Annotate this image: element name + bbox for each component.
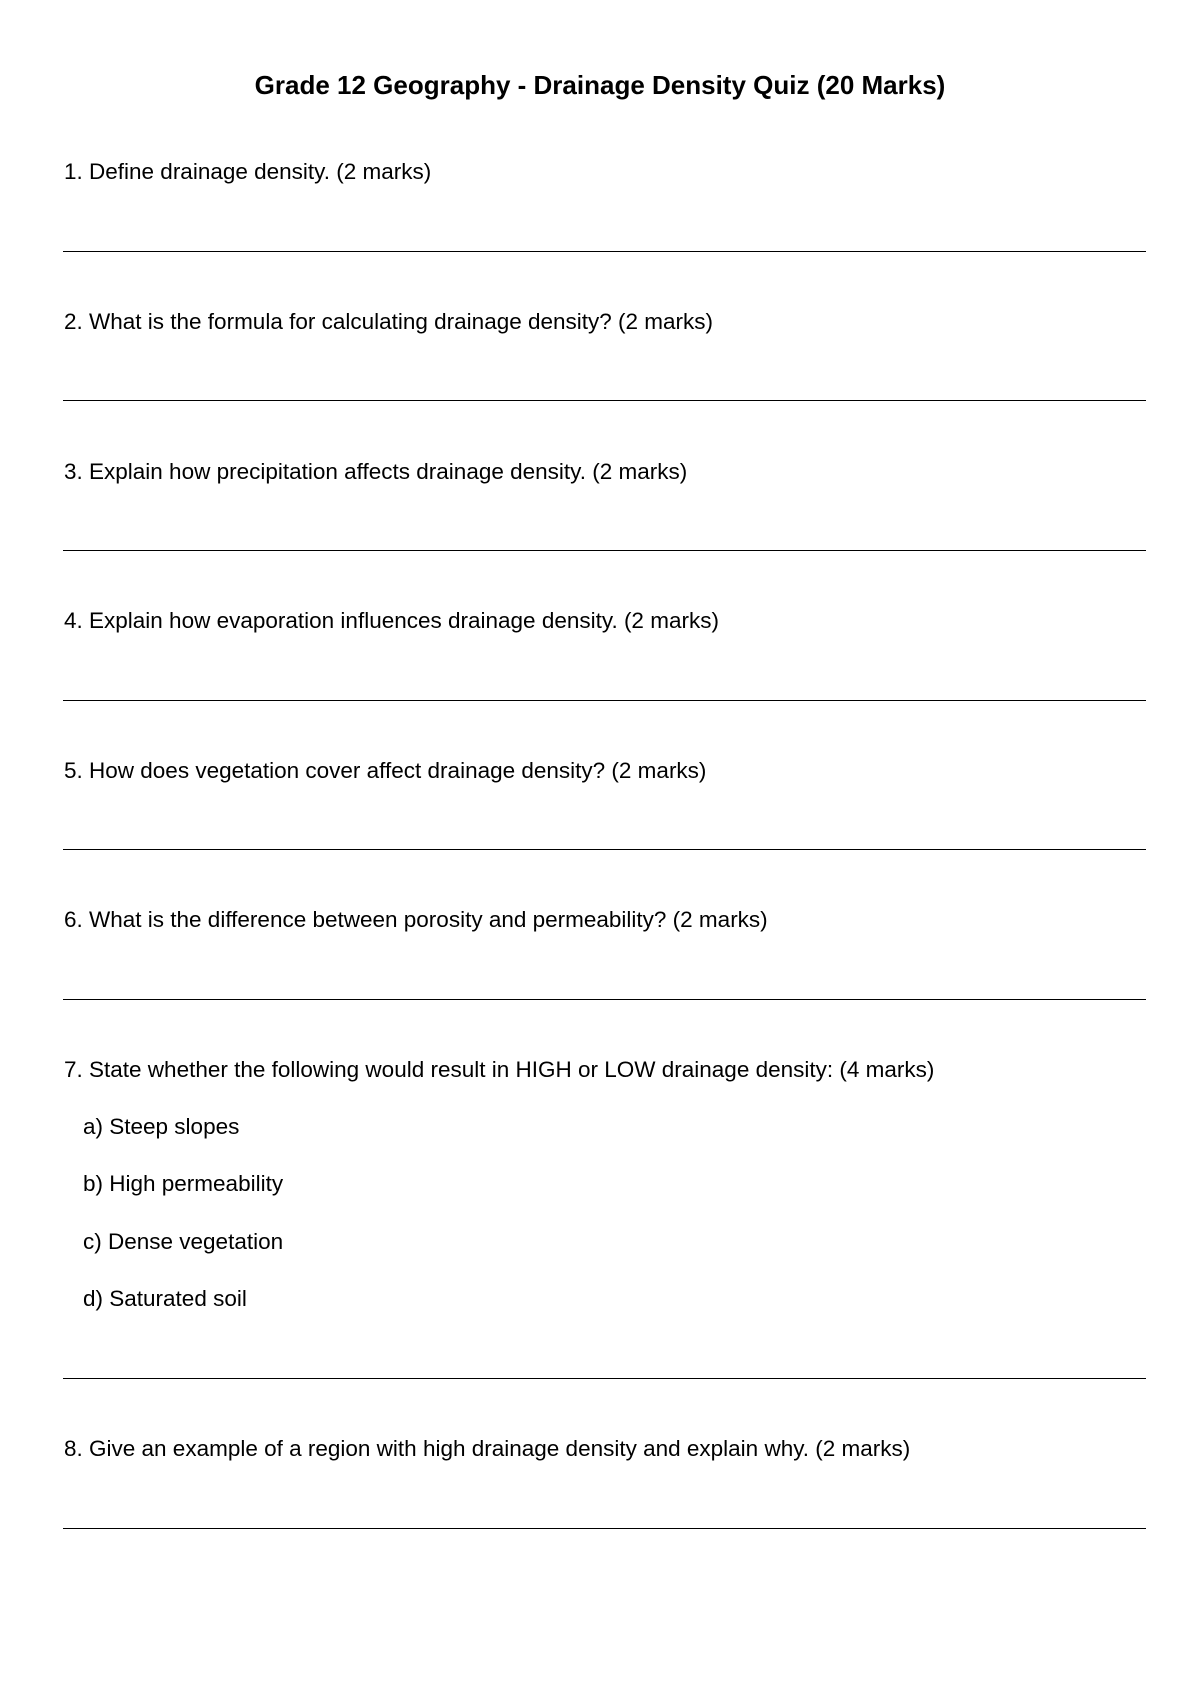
answer-line-1 — [63, 251, 1146, 252]
question-7-item-d: d) Saturated soil — [83, 1286, 247, 1311]
question-7-item-b: b) High permeability — [83, 1171, 284, 1196]
answer-line-3 — [63, 550, 1146, 551]
page-title: Grade 12 Geography - Drainage Density Quiz (20 Marks) — [254, 70, 946, 100]
question-1: 1. Define drainage density. (2 marks) — [64, 159, 432, 184]
answer-line-6 — [63, 999, 1146, 1000]
question-5: 5. How does vegetation cover affect drainage density? (2 marks) — [64, 758, 707, 783]
question-6: 6. What is the difference between porosity and permeability? (2 marks) — [64, 907, 768, 932]
question-3: 3. Explain how precipitation affects drainage density. (2 marks) — [64, 459, 688, 484]
answer-line-8 — [63, 1528, 1146, 1529]
answer-line-2 — [63, 400, 1146, 401]
answer-line-5 — [63, 849, 1146, 850]
question-4: 4. Explain how evaporation influences drainage density. (2 marks) — [64, 608, 719, 633]
question-7: 7. State whether the following would result in HIGH or LOW drainage density: (4 marks) — [64, 1057, 935, 1082]
answer-line-4 — [63, 700, 1146, 701]
question-8: 8. Give an example of a region with high drainage density and explain why. (2 marks) — [64, 1436, 911, 1461]
question-7-item-c: c) Dense vegetation — [83, 1229, 284, 1254]
question-7-item-a: a) Steep slopes — [83, 1114, 240, 1139]
answer-line-7 — [63, 1378, 1146, 1379]
question-2: 2. What is the formula for calculating drainage density? (2 marks) — [64, 309, 714, 334]
